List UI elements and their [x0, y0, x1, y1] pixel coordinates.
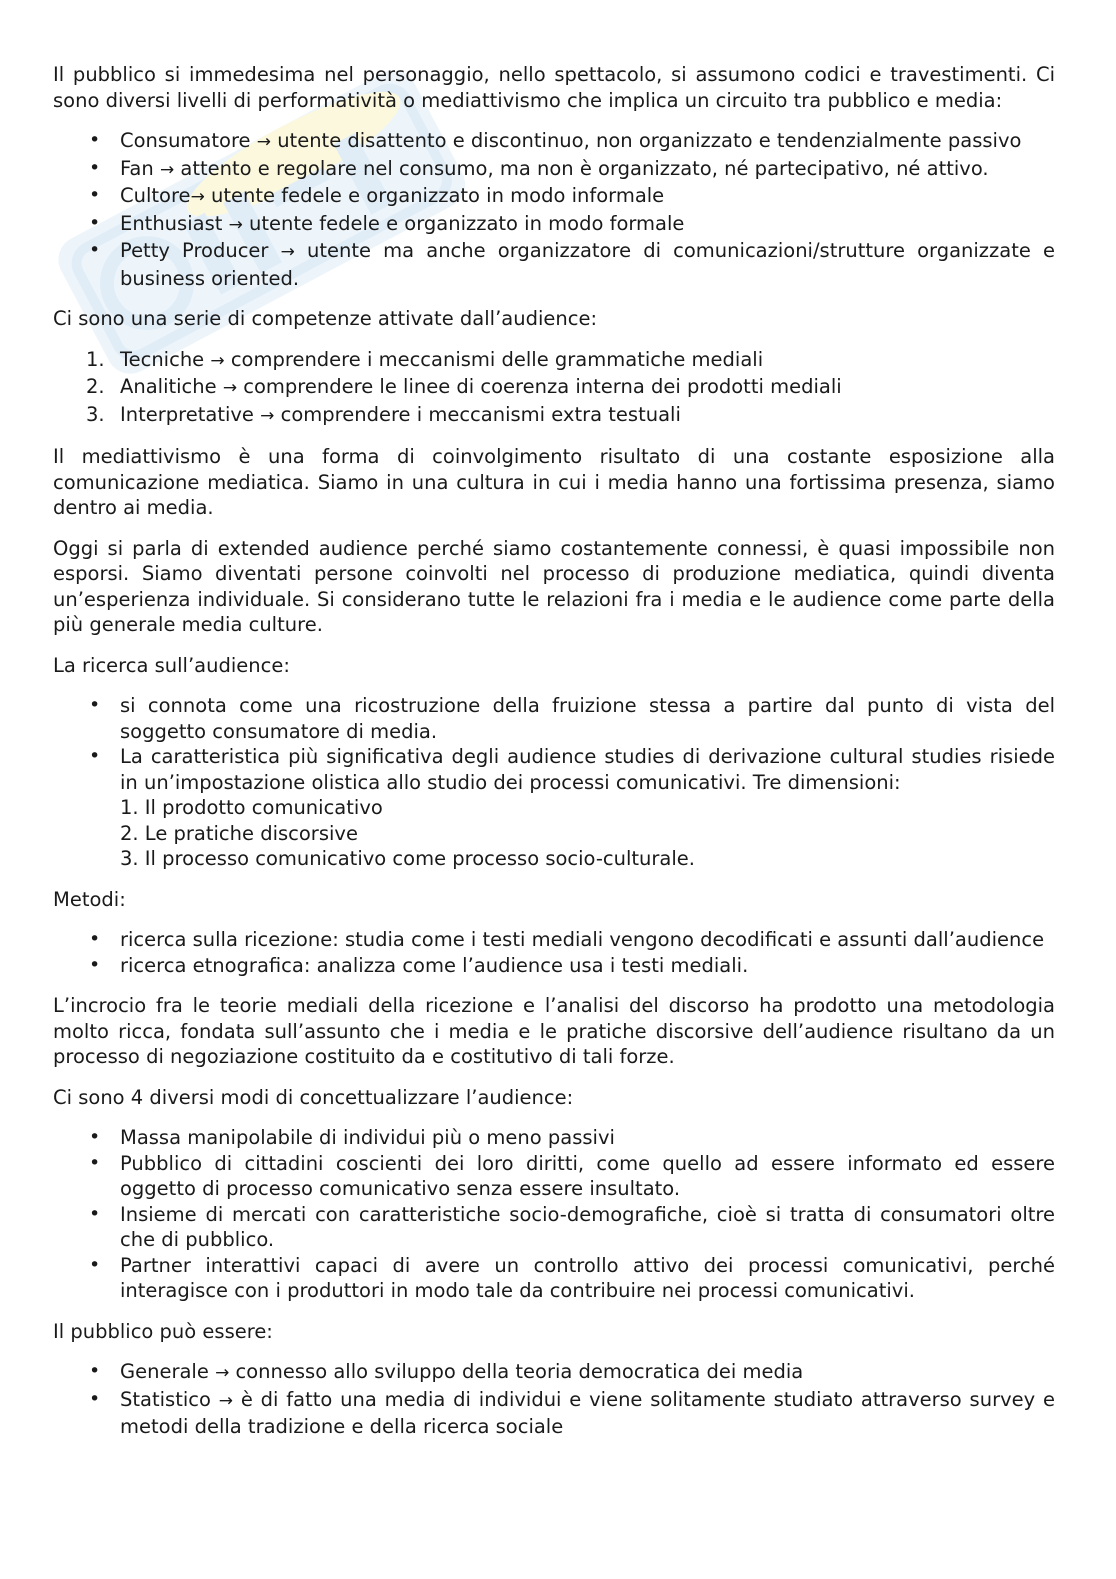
paragraph-incrocio: L’incrocio fra le teorie mediali della ricezione e l’analisi del discorso ha prodotto una metodologia molto ricca, fondata sull’assunto che i media e le pratiche discorsive dell’audience risultano da un processo di negoziazione costituito da e costitutivo di tali forze.	[53, 994, 1055, 1068]
arrow-right-icon: →	[280, 242, 295, 262]
list-item: 3. Interpretative → comprendere i meccanismi extra testuali	[86, 402, 681, 426]
arrow-right-icon: →	[215, 1363, 230, 1383]
list-item: • Statistico → è di fatto una media di individui e viene solitamente studiato attraverso survey e metodi della tradizione e della ricerca sociale	[53, 1387, 1055, 1440]
arrow-right-icon: →	[256, 132, 271, 152]
list-item: • Fan → attento e regolare nel consumo, ma non è organizzato, né partecipativo, né attivo.	[53, 156, 1055, 184]
paragraph-methods-heading: Metodi:	[53, 887, 126, 911]
list-item: • si connota come una ricostruzione della fruizione stessa a partire dal punto di vista del soggetto consumatore di media.	[53, 693, 1055, 744]
paragraph-concepts-heading: Ci sono 4 diversi modi di concettualizzare l’audience:	[53, 1085, 574, 1109]
arrow-right-icon: →	[228, 214, 243, 235]
paragraph-competences: Ci sono una serie di competenze attivate dall’audience:	[53, 307, 598, 330]
arrow-right-icon: →	[159, 159, 175, 180]
research-list	[53, 693, 1055, 795]
list-item: • Partner interattivi capaci di avere un controllo attivo dei processi comunicativi, perché interagisce con i produttori in modo tale da contribuire nei processi comunicativi.	[53, 1253, 1055, 1304]
list-item: • Petty Producer → utente ma anche organizzatore di comunicazioni/strutture organizzate e business oriented.	[53, 238, 1055, 291]
list-item: 2. Le pratiche discorsive	[120, 821, 358, 845]
paragraph-research-heading: La ricerca sull’audience:	[53, 653, 290, 677]
list-item: • ricerca etnografica: analizza come l’audience usa i testi mediali.	[53, 953, 1055, 979]
arrow-right-icon: →	[260, 405, 275, 426]
list-item: • Consumatore → utente disattento e discontinuo, non organizzato e tendenzialmente passivo	[53, 128, 1055, 156]
arrow-right-icon: →	[190, 187, 205, 207]
levels-list	[53, 128, 1055, 291]
concepts-list	[53, 1125, 1055, 1304]
list-item: • Cultore→ utente fedele e organizzato in modo informale	[53, 183, 1055, 211]
paragraph-extended-audience: Oggi si parla di extended audience perché siamo costantemente connessi, è quasi impossibile non esporsi. Siamo diventati persone coinvolti nel processo di produzione mediatica, quindi diventa un’esperienza individuale. Si considerano tutte le relazioni fra i media e le audience come parte della più generale media culture.	[53, 536, 1055, 636]
methods-list	[53, 927, 1055, 978]
dimensions-list	[53, 795, 1055, 872]
list-item: • La caratteristica più significativa degli audience studies di derivazione cultural studies risiede in un’impostazione olistica allo studio dei processi comunicativi. Tre dimensioni:	[53, 744, 1055, 795]
list-item: 1. Tecniche → comprendere i meccanismi delle grammatiche mediali	[86, 347, 764, 371]
list-item: • ricerca sulla ricezione: studia come i testi mediali vengono decodificati e assunti dall’audience	[53, 927, 1055, 953]
competences-list	[53, 347, 1055, 430]
arrow-right-icon: →	[210, 350, 225, 371]
list-item: • Massa manipolabile di individui più o meno passivi	[53, 1125, 1055, 1151]
list-item: • Pubblico di cittadini coscienti dei loro diritti, come quello ad essere informato ed essere oggetto di processo comunicativo senza essere insultato.	[53, 1151, 1055, 1202]
list-item: 2. Analitiche → comprendere le linee di coerenza interna dei prodotti mediali	[86, 375, 842, 398]
list-item: • Insieme di mercati con caratteristiche socio-demografiche, cioè si tratta di consumatori oltre che di pubblico.	[53, 1202, 1055, 1253]
list-item: 1. Il prodotto comunicativo	[120, 796, 383, 819]
document-page	[53, 62, 1055, 1455]
paragraph-mediattivismo: Il mediattivismo è una forma di coinvolgimento risultato di una costante esposizione alla comunicazione mediatica. Siamo in una cultura in cui i media hanno una fortissima presenza, siamo dentro ai media.	[53, 445, 1055, 519]
list-item: 3. Il processo comunicativo come processo socio-culturale.	[120, 847, 695, 870]
arrow-right-icon: →	[222, 378, 238, 398]
arrow-right-icon: →	[218, 1390, 233, 1411]
paragraph-intro: Il pubblico si immedesima nel personaggio, nello spettacolo, si assumono codici e travestimenti. Ci sono diversi livelli di performatività o mediattivismo che implica un circuito tra pubblico e media:	[53, 63, 1055, 112]
list-item: • Enthusiast → utente fedele e organizzato in modo formale	[53, 211, 1055, 239]
paragraph-public-heading: Il pubblico può essere:	[53, 1319, 273, 1343]
list-item: • Generale → connesso allo sviluppo della teoria democratica dei media	[53, 1359, 1055, 1387]
public-list	[53, 1359, 1055, 1440]
